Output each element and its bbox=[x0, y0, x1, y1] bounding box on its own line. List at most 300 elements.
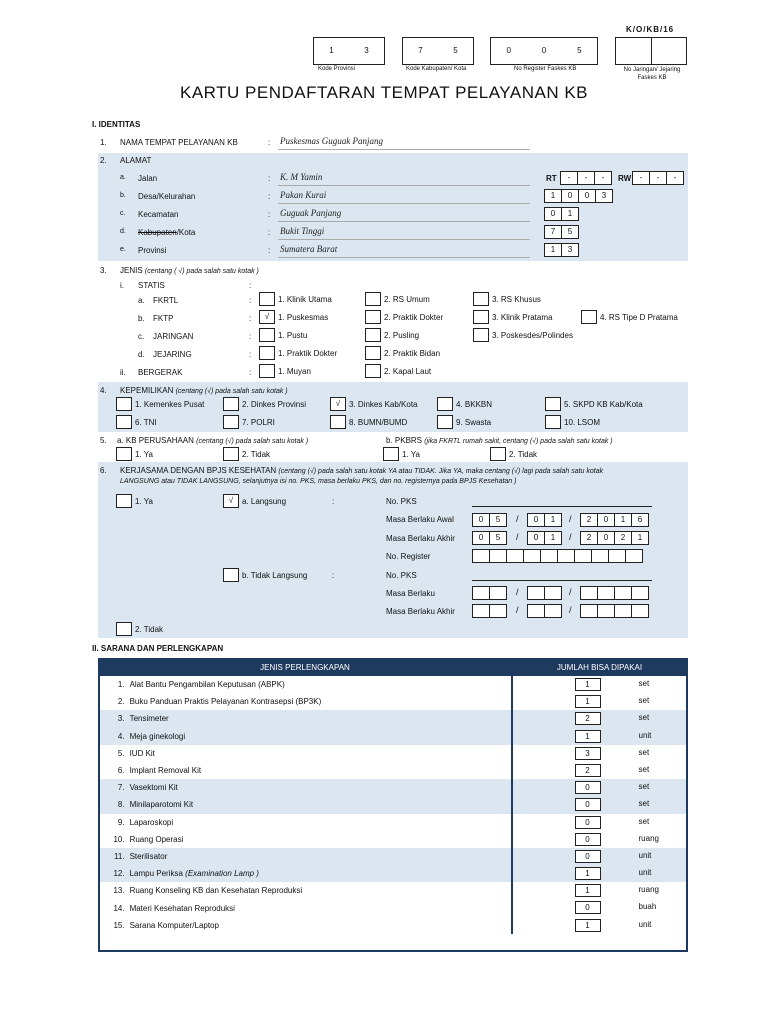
date-cell: 0 bbox=[597, 513, 615, 527]
item-quantity-cell bbox=[512, 917, 688, 934]
item-quantity-cell bbox=[512, 762, 688, 779]
quantity-box[interactable]: 1 bbox=[575, 884, 601, 897]
checkbox[interactable] bbox=[259, 364, 275, 378]
section-sarana-heading: II. SARANA DAN PERLENGKAPAN bbox=[92, 644, 224, 653]
kota-label bbox=[138, 228, 195, 237]
rw-label: RW bbox=[618, 174, 632, 183]
item-name bbox=[130, 917, 512, 934]
item-name-text: Sterilisator bbox=[129, 851, 168, 861]
option-label: 2. Tidak bbox=[509, 450, 538, 459]
item-number: 5. bbox=[100, 436, 107, 445]
item-name-text: Laparoskopi bbox=[129, 817, 174, 827]
unit-label: unit bbox=[638, 919, 652, 929]
quantity-box[interactable]: 1 bbox=[575, 919, 601, 932]
date-year[interactable] bbox=[581, 531, 649, 545]
date-cell: 0 bbox=[527, 531, 545, 545]
no-register-cells[interactable] bbox=[473, 549, 643, 563]
item-name-text: Ruang Operasi bbox=[129, 834, 184, 844]
item-name bbox=[130, 779, 512, 796]
digit: 1 bbox=[329, 46, 334, 55]
tidak-langsung-label: b. Tidak Langsung bbox=[242, 571, 308, 580]
statis-label: STATIS bbox=[138, 281, 165, 290]
option-label: 2. Praktik Bidan bbox=[384, 349, 441, 358]
kb-perusahaan-title: a. KB PERUSAHAAN bbox=[117, 436, 194, 445]
date-cell: 2 bbox=[580, 531, 598, 545]
colon: : bbox=[268, 228, 271, 237]
rt-cells[interactable] bbox=[561, 171, 612, 185]
unit-label: unit bbox=[638, 850, 652, 860]
quantity-box[interactable]: 1 bbox=[575, 730, 601, 743]
date-cell: 1 bbox=[614, 513, 632, 527]
table-row bbox=[99, 710, 688, 727]
rt-label: RT bbox=[546, 174, 557, 183]
col-jenis-header: JENIS PERLENGKAPAN bbox=[99, 659, 512, 676]
item-name bbox=[130, 848, 512, 865]
item-number: 2. bbox=[117, 697, 125, 707]
checkbox[interactable] bbox=[581, 310, 597, 324]
item-number: 2. bbox=[100, 156, 107, 165]
rw-cell: - bbox=[649, 171, 667, 185]
kode-kabupaten-box[interactable] bbox=[402, 37, 474, 65]
item-number: 4. bbox=[100, 386, 107, 395]
digit: 5 bbox=[577, 46, 582, 55]
unit-label: set bbox=[638, 747, 650, 757]
unit-label: set bbox=[638, 799, 650, 809]
colon: : bbox=[268, 192, 271, 201]
checkbox[interactable] bbox=[473, 292, 489, 306]
code-cell: 5 bbox=[561, 225, 579, 239]
equipment-table bbox=[98, 658, 688, 934]
table-row bbox=[99, 865, 688, 882]
item-number: 5. bbox=[117, 748, 125, 758]
letter: c. bbox=[120, 210, 126, 217]
date-cell: 0 bbox=[472, 513, 490, 527]
item-name-text: Meja ginekologi bbox=[129, 731, 186, 741]
option-label: 3. Dinkes Kab/Kota bbox=[349, 400, 418, 409]
item-quantity-cell bbox=[512, 693, 688, 710]
option-label: 4. RS Tipe D Pratama bbox=[600, 313, 678, 322]
letter: b. bbox=[138, 314, 145, 323]
bpjs-hint-2: LANGSUNG atau TIDAK LANGSUNG, selanjutnya isi no. PKS, masa berlaku PKS, dan no. registernya pada BPJS Kesehatan ) bbox=[120, 478, 517, 485]
item-name-text: Materi Kesehatan Reproduksi bbox=[129, 903, 235, 913]
checkbox[interactable] bbox=[490, 447, 506, 461]
table-row bbox=[99, 745, 688, 762]
kode-provinsi-label: Kode Provinsi bbox=[318, 66, 356, 72]
date-separator: / bbox=[569, 532, 572, 542]
date-month[interactable] bbox=[528, 586, 562, 600]
provinsi-label: Provinsi bbox=[138, 246, 167, 255]
digit: 0 bbox=[506, 46, 511, 55]
table-row bbox=[99, 728, 688, 745]
kepemilikan-label bbox=[120, 386, 288, 395]
unit-label: set bbox=[638, 764, 650, 774]
rt-cell: - bbox=[594, 171, 612, 185]
unit-label: set bbox=[638, 713, 650, 723]
underline bbox=[278, 239, 530, 240]
date-cell: 0 bbox=[472, 531, 490, 545]
masa-berlaku-label: Masa Berlaku bbox=[386, 589, 435, 598]
colon: : bbox=[249, 314, 252, 323]
checkbox[interactable] bbox=[116, 447, 132, 461]
option-label: 8. BUMN/BUMD bbox=[349, 418, 408, 427]
alamat-band bbox=[98, 153, 688, 261]
kecamatan-label: Kecamatan bbox=[138, 210, 179, 219]
item-number: 6. bbox=[117, 766, 125, 776]
quantity-box[interactable]: 0 bbox=[575, 833, 601, 846]
checkbox[interactable] bbox=[259, 328, 275, 342]
item-name bbox=[130, 899, 512, 916]
letter: b. bbox=[120, 192, 126, 199]
colon: : bbox=[249, 368, 252, 377]
checkbox[interactable] bbox=[116, 622, 132, 636]
item-number: 8. bbox=[99, 796, 130, 813]
item-number: 1. bbox=[100, 138, 107, 147]
checkbox[interactable] bbox=[116, 397, 132, 411]
kb-perusahaan-hint: (centang (√) pada salah satu kotak ) bbox=[196, 438, 309, 445]
rt-cell: - bbox=[560, 171, 578, 185]
item-number: 11. bbox=[99, 848, 130, 865]
date-separator: / bbox=[516, 605, 519, 615]
letter: d. bbox=[138, 350, 145, 359]
colon: : bbox=[249, 296, 252, 305]
checkbox[interactable] bbox=[473, 328, 489, 342]
date-cell: 0 bbox=[597, 531, 615, 545]
unit-label: unit bbox=[638, 868, 652, 878]
desa-label: Desa/Kelurahan bbox=[138, 192, 196, 201]
provinsi-code[interactable] bbox=[545, 243, 579, 257]
option-label: 2. RS Umum bbox=[384, 295, 430, 304]
fkrtl-label: FKRTL bbox=[153, 296, 179, 305]
section-identitas-heading: I. IDENTITAS bbox=[92, 120, 141, 129]
bpjs-tidak-label: 2. Tidak bbox=[135, 625, 164, 634]
option-label: 7. POLRI bbox=[242, 418, 275, 427]
jalan-label: Jalan bbox=[138, 174, 158, 183]
col-jumlah-header: JUMLAH BISA DIPAKAI bbox=[512, 659, 688, 676]
underline bbox=[278, 221, 530, 222]
table-row bbox=[99, 676, 688, 694]
item-quantity-cell bbox=[512, 831, 688, 848]
digit bbox=[652, 38, 687, 64]
date-day[interactable] bbox=[473, 531, 507, 545]
option-label: 3. RS Khusus bbox=[492, 295, 541, 304]
checkbox[interactable] bbox=[473, 310, 489, 324]
checkbox[interactable] bbox=[259, 346, 275, 360]
table-row bbox=[99, 814, 688, 831]
item-number: 3. bbox=[100, 266, 107, 275]
checkbox-checked[interactable]: √ bbox=[330, 397, 346, 411]
option-label: 1. Praktik Dokter bbox=[278, 349, 338, 358]
code-cell: 0 bbox=[544, 207, 562, 221]
checkbox[interactable] bbox=[545, 397, 561, 411]
checkbox[interactable] bbox=[259, 292, 275, 306]
option-label: 2. Pusling bbox=[384, 331, 420, 340]
roman: i. bbox=[120, 281, 124, 290]
kota-code[interactable] bbox=[545, 225, 579, 239]
date-day[interactable] bbox=[473, 586, 507, 600]
item-name bbox=[130, 745, 512, 762]
unit-label: set bbox=[638, 696, 650, 706]
item-number: 6. bbox=[100, 466, 107, 475]
rt-cell: - bbox=[577, 171, 595, 185]
colon: : bbox=[332, 497, 335, 506]
item-name-text: Alat Bantu Pengambilan Keputusan (ABPK) bbox=[129, 680, 285, 690]
item-name bbox=[130, 693, 512, 710]
quantity-box[interactable]: 2 bbox=[575, 712, 601, 725]
unit-label: unit bbox=[638, 730, 652, 740]
item-name-text: IUD Kit bbox=[129, 748, 155, 758]
date-separator: / bbox=[569, 605, 572, 615]
option-label: 2. Dinkes Provinsi bbox=[242, 400, 307, 409]
kecamatan-value[interactable]: Guguak Panjang bbox=[280, 208, 342, 218]
option-label: 1. Ya bbox=[402, 450, 420, 459]
checkbox[interactable] bbox=[365, 364, 381, 378]
underline bbox=[278, 185, 530, 186]
quantity-box[interactable]: 1 bbox=[575, 695, 601, 708]
date-month[interactable] bbox=[528, 531, 562, 545]
checkbox[interactable] bbox=[223, 447, 239, 461]
kecamatan-code[interactable] bbox=[545, 207, 579, 221]
langsung-label: a. Langsung bbox=[242, 497, 287, 506]
unit-label: set bbox=[638, 782, 650, 792]
no-jaringan-box[interactable] bbox=[615, 37, 687, 65]
code-cell: 1 bbox=[544, 243, 562, 257]
date-cell: 1 bbox=[544, 513, 562, 527]
checkbox[interactable] bbox=[437, 415, 453, 429]
checkbox-checked[interactable]: √ bbox=[223, 494, 239, 508]
item-name bbox=[130, 831, 512, 848]
colon: : bbox=[249, 332, 252, 341]
digit: 0 bbox=[541, 46, 547, 55]
no-jaringan-label: No Jaringan/ Jejaring Faskes KB bbox=[623, 67, 681, 81]
jaringan-label: JARINGAN bbox=[153, 332, 194, 341]
kota-value[interactable]: Bukit Tinggi bbox=[280, 226, 325, 236]
quantity-box[interactable]: 1 bbox=[575, 867, 601, 880]
desa-value[interactable]: Pakan Kurai bbox=[280, 190, 327, 200]
kepemilikan-title: KEPEMILIKAN bbox=[120, 386, 174, 395]
checkbox-checked[interactable]: √ bbox=[259, 310, 275, 324]
item-name-text: Sarana Komputer/Laptop bbox=[129, 920, 219, 930]
option-label: 6. TNI bbox=[135, 418, 157, 427]
table-row bbox=[99, 779, 688, 796]
colon: : bbox=[249, 350, 252, 359]
item-name bbox=[130, 728, 512, 745]
alamat-label: ALAMAT bbox=[120, 156, 152, 165]
letter: a. bbox=[138, 296, 145, 305]
colon: : bbox=[249, 281, 252, 290]
digit: 5 bbox=[453, 46, 458, 55]
underline bbox=[278, 203, 530, 204]
item-number: 3. bbox=[99, 710, 130, 727]
bpjs-label bbox=[120, 466, 603, 475]
item-quantity-cell bbox=[512, 814, 688, 831]
item-name-text: Vasektomi Kit bbox=[129, 783, 178, 793]
code-cell: 3 bbox=[561, 243, 579, 257]
unit-label: ruang bbox=[638, 833, 659, 843]
kode-kabupaten-label: Kode Kabupaten/ Kota bbox=[406, 66, 467, 72]
item-quantity-cell bbox=[512, 745, 688, 762]
desa-code[interactable] bbox=[545, 189, 613, 203]
table-row bbox=[99, 831, 688, 848]
item-number: 9. bbox=[117, 817, 125, 827]
quantity-box[interactable]: 0 bbox=[575, 816, 601, 829]
quantity-box[interactable]: 0 bbox=[575, 901, 601, 914]
option-label: 1. Klinik Utama bbox=[278, 295, 332, 304]
quantity-box[interactable]: 3 bbox=[575, 747, 601, 760]
date-year[interactable] bbox=[581, 513, 649, 527]
letter: a. bbox=[120, 174, 126, 181]
item-quantity-cell bbox=[512, 779, 688, 796]
item-quantity-cell bbox=[512, 865, 688, 882]
quantity-box[interactable]: 0 bbox=[575, 798, 601, 811]
rw-cell: - bbox=[666, 171, 684, 185]
strike-label: Kabupaten bbox=[138, 228, 177, 237]
unit-label: set bbox=[638, 679, 650, 688]
jenis-hint: (centang ( √) pada salah satu kotak ) bbox=[144, 268, 259, 275]
unit-label: ruang bbox=[638, 885, 659, 895]
item-name bbox=[130, 865, 512, 882]
checkbox[interactable] bbox=[116, 494, 132, 508]
checkbox[interactable] bbox=[383, 447, 399, 461]
item-name-text: Lampu Periksa bbox=[129, 869, 183, 879]
date-cell: 1 bbox=[544, 531, 562, 545]
kode-provinsi-box[interactable] bbox=[313, 37, 385, 65]
item-quantity-cell bbox=[512, 710, 688, 727]
item-name-text: Buku Panduan Praktis Pelayanan Kontrasepsi (BP3K) bbox=[129, 697, 322, 707]
letter: d. bbox=[120, 228, 126, 235]
no-pks-line[interactable] bbox=[472, 580, 652, 581]
code-cell: 3 bbox=[595, 189, 613, 203]
checkbox[interactable] bbox=[545, 415, 561, 429]
item-quantity-cell bbox=[512, 796, 688, 813]
quantity-box[interactable]: 0 bbox=[575, 850, 601, 863]
checkbox[interactable] bbox=[365, 328, 381, 342]
colon: : bbox=[332, 571, 335, 580]
digit: 3 bbox=[364, 46, 369, 55]
code-cell: 1 bbox=[544, 189, 562, 203]
date-cell: 2 bbox=[580, 513, 598, 527]
option-label: 4. BKKBN bbox=[456, 400, 493, 409]
no-register-box[interactable] bbox=[490, 37, 598, 65]
item-quantity-cell bbox=[512, 848, 688, 865]
date-separator: / bbox=[516, 514, 519, 524]
date-cell: 0 bbox=[527, 513, 545, 527]
option-label: 1. Muyan bbox=[278, 367, 311, 376]
checkbox[interactable] bbox=[365, 346, 381, 360]
digit: 7 bbox=[418, 46, 423, 55]
date-day[interactable] bbox=[473, 604, 507, 618]
kepemilikan-hint: (centang (√) pada salah satu kotak ) bbox=[175, 388, 288, 395]
option-label: 1. Kemenkes Pusat bbox=[135, 400, 205, 409]
date-month[interactable] bbox=[528, 513, 562, 527]
jejaring-label: JEJARING bbox=[153, 350, 192, 359]
item-name-text: Implant Removal Kit bbox=[129, 766, 202, 776]
letter: c. bbox=[138, 332, 145, 341]
table-row bbox=[99, 917, 688, 934]
jenis-label bbox=[120, 266, 259, 275]
date-year[interactable] bbox=[581, 586, 649, 600]
checkbox[interactable] bbox=[223, 397, 239, 411]
colon: : bbox=[268, 210, 271, 219]
checkbox[interactable] bbox=[330, 415, 346, 429]
unit-label: buah bbox=[638, 902, 657, 912]
option-label: 1. Ya bbox=[135, 450, 153, 459]
nama-label: NAMA TEMPAT PELAYANAN KB bbox=[120, 138, 238, 147]
item-number: 15. bbox=[113, 920, 125, 930]
date-month[interactable] bbox=[528, 604, 562, 618]
colon: : bbox=[268, 246, 271, 255]
option-label: 2. Kapal Laut bbox=[384, 367, 432, 376]
date-cell: 1 bbox=[631, 531, 649, 545]
no-pks-line[interactable] bbox=[472, 506, 652, 507]
bergerak-label: BERGERAK bbox=[138, 368, 183, 377]
code-cell: 0 bbox=[561, 189, 579, 203]
bpjs-title: KERJASAMA DENGAN BPJS KESEHATAN bbox=[120, 466, 277, 475]
quantity-box[interactable]: 1 bbox=[575, 678, 601, 691]
rw-cells[interactable] bbox=[633, 171, 684, 185]
date-day[interactable] bbox=[473, 513, 507, 527]
item-name-text: Minilaparotomi Kit bbox=[129, 800, 194, 810]
checkbox[interactable] bbox=[116, 415, 132, 429]
item-name bbox=[130, 882, 512, 899]
checkbox[interactable] bbox=[365, 292, 381, 306]
code-cell: 1 bbox=[561, 207, 579, 221]
digit bbox=[616, 38, 652, 64]
provinsi-value[interactable]: Sumatera Barat bbox=[280, 244, 338, 254]
item-name bbox=[130, 762, 512, 779]
table-row bbox=[99, 899, 688, 916]
item-name-text: Tensimeter bbox=[129, 714, 169, 724]
item-number: 13. bbox=[113, 886, 125, 896]
table-row bbox=[99, 762, 688, 779]
code-cell: 0 bbox=[578, 189, 596, 203]
option-label: 2. Praktik Dokter bbox=[384, 313, 444, 322]
underline bbox=[278, 149, 530, 150]
code-cell: 7 bbox=[544, 225, 562, 239]
date-separator: / bbox=[516, 532, 519, 542]
date-cell: 5 bbox=[489, 513, 507, 527]
date-cell: 5 bbox=[489, 531, 507, 545]
item-number: 14. bbox=[113, 903, 125, 913]
letter: e. bbox=[120, 246, 126, 253]
no-pks-label: No. PKS bbox=[386, 497, 417, 506]
roman: ii. bbox=[120, 368, 126, 377]
quantity-box[interactable]: 0 bbox=[575, 781, 601, 794]
checkbox[interactable] bbox=[223, 568, 239, 582]
item-name bbox=[130, 814, 512, 831]
nama-value[interactable]: Puskesmas Guguak Panjang bbox=[280, 136, 383, 146]
date-year[interactable] bbox=[581, 604, 649, 618]
jalan-value[interactable]: K. M Yamin bbox=[280, 172, 323, 182]
colon: : bbox=[268, 138, 271, 147]
pkbrs-hint: (jika FKRTL rumah sakit, centang (√) pada salah satu kotak ) bbox=[424, 438, 613, 445]
no-pks-label: No. PKS bbox=[386, 571, 417, 580]
date-separator: / bbox=[516, 587, 519, 597]
item-number: 10. bbox=[113, 834, 125, 844]
checkbox[interactable] bbox=[223, 415, 239, 429]
fktp-label: FKTP bbox=[153, 314, 174, 323]
checkbox[interactable] bbox=[365, 310, 381, 324]
rw-cell: - bbox=[632, 171, 650, 185]
date-cell: 2 bbox=[614, 531, 632, 545]
masa-akhir-label: Masa Berlaku Akhir bbox=[386, 607, 455, 616]
quantity-box[interactable]: 2 bbox=[575, 764, 601, 777]
option-label: 3. Poskesdes/Polindes bbox=[492, 331, 573, 340]
colon: : bbox=[268, 174, 271, 183]
checkbox[interactable] bbox=[437, 397, 453, 411]
no-register-label: No. Register bbox=[386, 552, 431, 561]
option-label: 1. Puskesmas bbox=[278, 313, 329, 322]
item-number: 7. bbox=[99, 779, 130, 796]
